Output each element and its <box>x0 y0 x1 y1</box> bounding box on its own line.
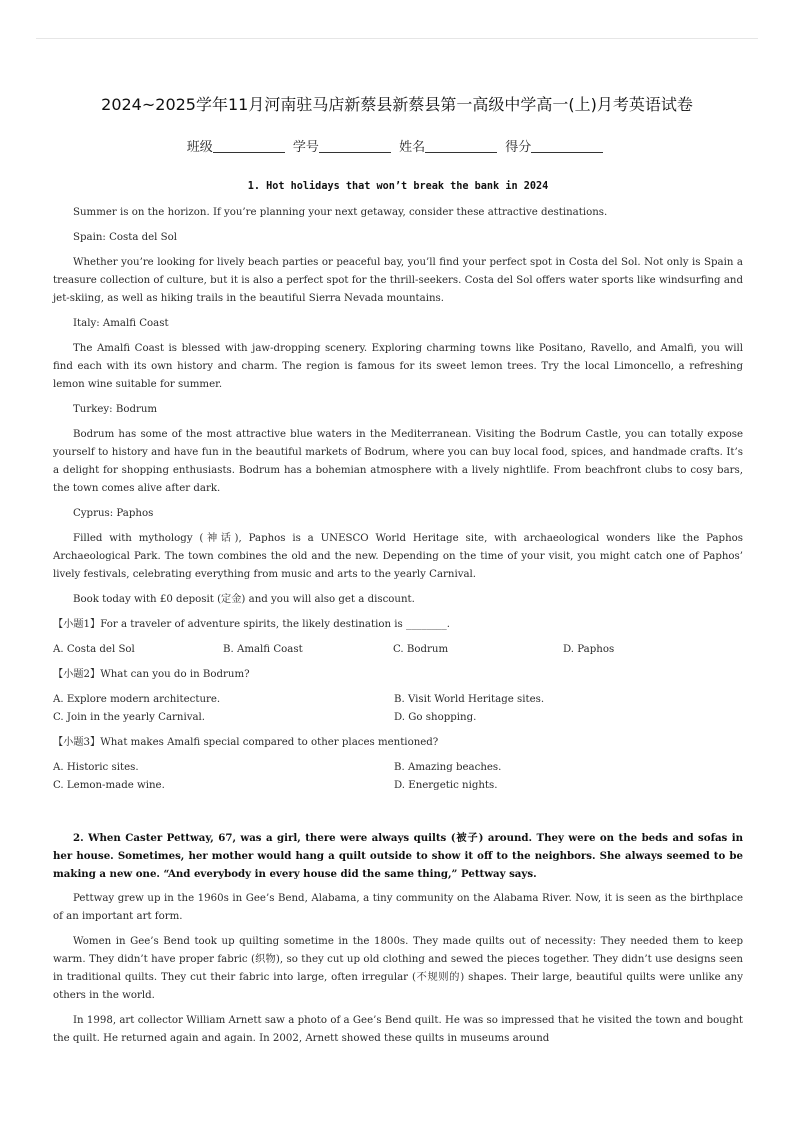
question-2-paragraph: In 1998, art collector William Arnett saw a photo of a Gee’s Bend quilt. He was so impressed that he visited the town and bought the quilt. He returned again and again. In 2002, Arnett showed these quilts in museums around <box>53 1015 743 1044</box>
option-b[interactable]: B. Amazing beaches. <box>394 762 502 773</box>
option-c[interactable]: C. Lemon-made wine. <box>53 780 165 791</box>
score-label: 得分 <box>505 140 532 155</box>
name-blank[interactable] <box>425 140 497 153</box>
section-text-italy: The Amalfi Coast is blessed with jaw-dropping scenery. Exploring charming towns like Positano, Ravello, and Amalfi, you will find each with its own history and charm. The region is famous for its sweet lemon trees. Try the local Limoncello, a refreshing lemon wine suitable for summer. <box>53 343 743 390</box>
number-label: 学号 <box>292 140 319 155</box>
score-blank[interactable] <box>531 140 603 153</box>
header-divider <box>36 38 758 39</box>
passage-intro: Summer is on the horizon. If you’re planning your next getaway, consider these attractive destinations. <box>73 207 608 218</box>
sub-question-3-options <box>53 759 743 795</box>
section-text-spain: Whether you’re looking for lively beach parties or peaceful bay, you’ll find your perfect spot in Costa del Sol. Not only is Spain a treasure collection of culture, but it is also a perfect spot for the thrill-seekers. Costa del Sol offers water sports like windsurfing and jet-skiing, as well as hiking trails in the beautiful Sierra Nevada mountains. <box>53 257 743 304</box>
option-c[interactable]: C. Bodrum <box>393 644 449 655</box>
question-1-title: 1. Hot holidays that won’t break the bank in 2024 <box>247 181 549 192</box>
section-heading-italy: Italy: Amalfi Coast <box>73 318 169 329</box>
section-text-cyprus: Filled with mythology (神话), Paphos is a UNESCO World Heritage site, with archaeological wonders like the Paphos Archaeological Park. The town combines the old and the new. Depending on the time of your visit, you might catch one of Paphos’ lively festivals, celebrating everything from music and arts to the yearly Carnival. <box>53 533 743 580</box>
exam-content <box>53 176 743 1055</box>
option-a[interactable]: A. Costa del Sol <box>53 644 135 655</box>
option-b[interactable]: B. Amalfi Coast <box>223 644 303 655</box>
option-a[interactable]: A. Explore modern architecture. <box>53 694 221 705</box>
option-b[interactable]: B. Visit World Heritage sites. <box>394 694 545 705</box>
name-label: 姓名 <box>399 140 426 155</box>
option-c[interactable]: C. Join in the yearly Carnival. <box>53 712 206 723</box>
option-d[interactable]: D. Paphos <box>563 644 615 655</box>
section-heading-spain: Spain: Costa del Sol <box>73 232 178 243</box>
sub-question-2-options <box>53 691 743 727</box>
student-info-line <box>0 136 794 155</box>
passage-closing: Book today with £0 deposit (定金) and you will also get a discount. <box>73 594 415 605</box>
sub-question-1-stem: 【小题1】For a traveler of adventure spirits, the likely destination is ________. <box>53 619 450 630</box>
sub-question-2-stem: 【小题2】What can you do in Bodrum? <box>53 669 250 680</box>
option-d[interactable]: D. Go shopping. <box>394 712 477 723</box>
question-2-paragraph: Pettway grew up in the 1960s in Gee’s Bend, Alabama, a tiny community on the Alabama River. Now, it is seen as the birthplace of an important art form. <box>53 893 743 922</box>
page-title: 2024~2025学年11月河南驻马店新蔡县新蔡县第一高级中学高一(上)月考英语试卷 <box>101 95 693 114</box>
sub-question-3-stem: 【小题3】What makes Amalfi special compared to other places mentioned? <box>53 737 439 748</box>
option-a[interactable]: A. Historic sites. <box>53 762 139 773</box>
section-text-turkey: Bodrum has some of the most attractive blue waters in the Mediterranean. Visiting the Bodrum Castle, you can totally expose yourself to history and have fun in the beautiful markets of Bodrum, where you can buy local food, spices, and handmade crafts. It’s a delight for shopping enthusiasts. Bodrum has a bohemian atmosphere with a lively nightlife. From beachfront clubs to cosy bars, the town comes alive after dark. <box>53 429 743 494</box>
option-d[interactable]: D. Energetic nights. <box>394 780 498 791</box>
section-heading-turkey: Turkey: Bodrum <box>73 404 158 415</box>
class-blank[interactable] <box>213 140 285 153</box>
question-2-head: 2. When Caster Pettway, 67, was a girl, there were always quilts (被子) around. They were on the beds and sofas in her house. Sometimes, her mother would hang a quilt outside to show it off to the neighbors. She always seemed to be making a new one. “And everybody in every house did the same thing,” Pettway says. <box>53 832 743 880</box>
section-heading-cyprus: Cyprus: Paphos <box>73 508 154 519</box>
question-2-paragraph: Women in Gee’s Bend took up quilting sometime in the 1800s. They made quilts out of necessity: They needed them to keep warm. They didn’t have proper fabric (织物), so they cut up old clothing and sewed the pieces together. They didn’t use designs seen in traditional quilts. They cut their fabric into large, often irregular (不规则的) shapes. Their large, beautiful quilts were unlike any others in the world. <box>53 936 743 1001</box>
class-label: 班级 <box>186 140 213 155</box>
sub-question-1-options <box>53 641 743 659</box>
number-blank[interactable] <box>319 140 391 153</box>
